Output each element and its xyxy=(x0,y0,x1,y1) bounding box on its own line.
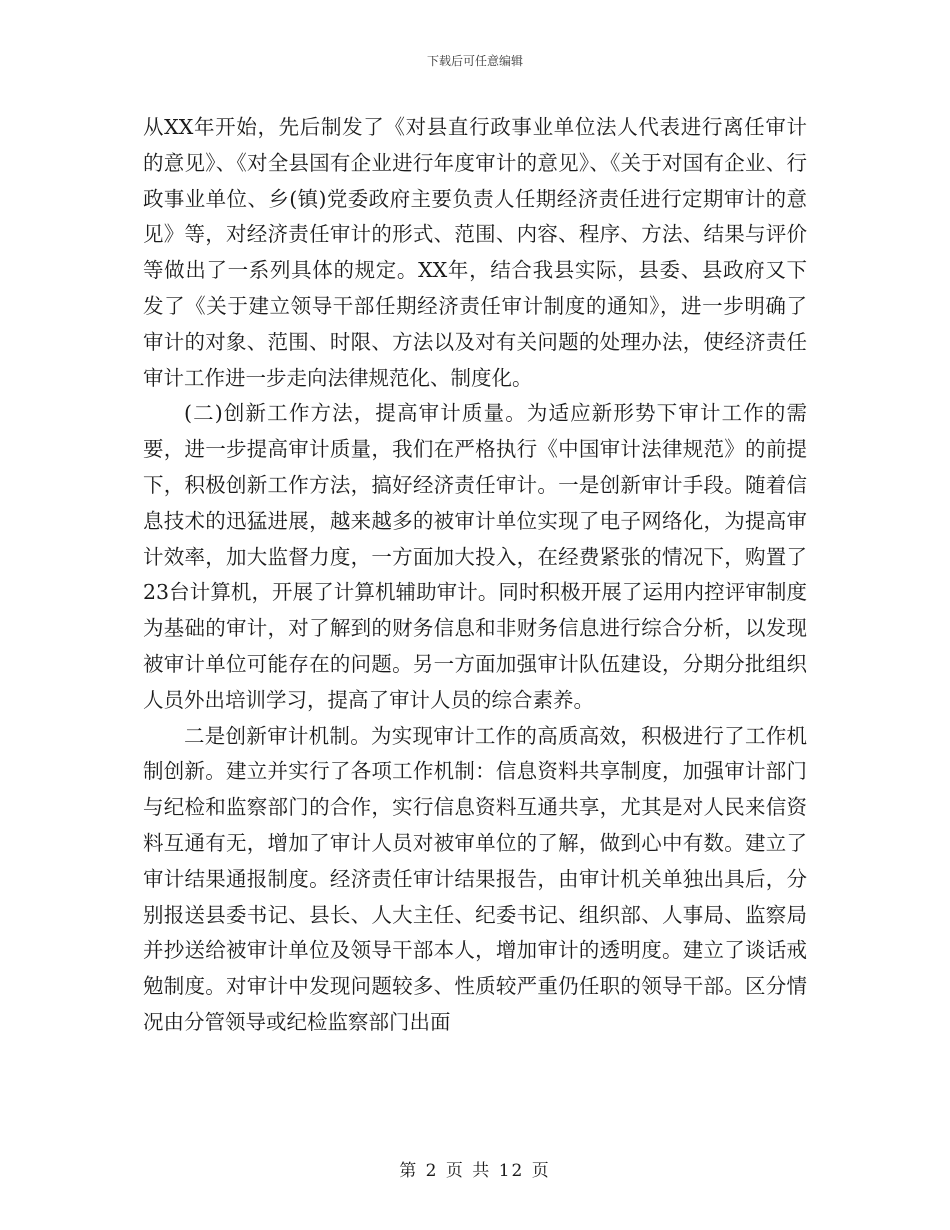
page-footer: 第 2 页 共 12 页 xyxy=(399,1161,551,1181)
page-header: 下载后可任意编辑 xyxy=(426,54,523,68)
paragraph-1: 从XX年开始，先后制发了《对县直行政事业单位法人代表进行离任审计的意见》、《对全县国有企业进行年度审计的意见》、《关于对国有企业、行政事业单位、乡(镇)党委政府主要负责人任期经济责任进行定期审计的意见》等，对经济责任审计的形式、范围、内容、程序、方法、结果与评价等做出了一系列具体的规定。XX年，结合我县实际，县委、县政府又下发了《关于建立领导干部任期经济责任审计制度的通知》，进一步明确了审计的对象、范围、时限、方法以及对有关问题的处理办法，使经济责任审计工作进一步走向法律规范化、制度化。 xyxy=(143,115,807,390)
paragraph-2: (二)创新工作方法，提高审计质量。为适应新形势下审计工作的需要，进一步提高审计质量，我们在严格执行《中国审计法律规范》的前提下，积极创新工作方法，搞好经济责任审计。一是创新审计手段。随着信息技术的迅猛进展，越来越多的被审计单位实现了电子网络化，为提高审计效率，加大监督力度，一方面加大投入，在经费紧张的情况下，购置了23台计算机，开展了计算机辅助审计。同时积极开展了运用内控评审制度为基础的审计，对了解到的财务信息和非财务信息进行综合分析，以发现被审计单位可能存在的问题。另一方面加强审计队伍建设，分期分批组织人员外出培训学习，提高了审计人员的综合素养。 xyxy=(143,401,807,712)
paragraph-3: 二是创新审计机制。为实现审计工作的高质高效，积极进行了工作机制创新。建立并实行了各项工作机制：信息资料共享制度，加强审计部门与纪检和监察部门的合作，实行信息资料互通共享，尤其是对人民来信资料互通有无，增加了审计人员对被审单位的了解，做到心中有数。建立了审计结果通报制度。经济责任审计结果报告，由审计机关单独出具后，分别报送县委书记、县长、人大主任、纪委书记、组织部、人事局、监察局并抄送给被审计单位及领导干部本人，增加审计的透明度。建立了谈话戒勉制度。对审计中发现问题较多、性质较严重仍任职的领导干部。区分情况由分管领导或纪检监察部门出面 xyxy=(143,723,807,1034)
document-body xyxy=(143,110,807,1041)
